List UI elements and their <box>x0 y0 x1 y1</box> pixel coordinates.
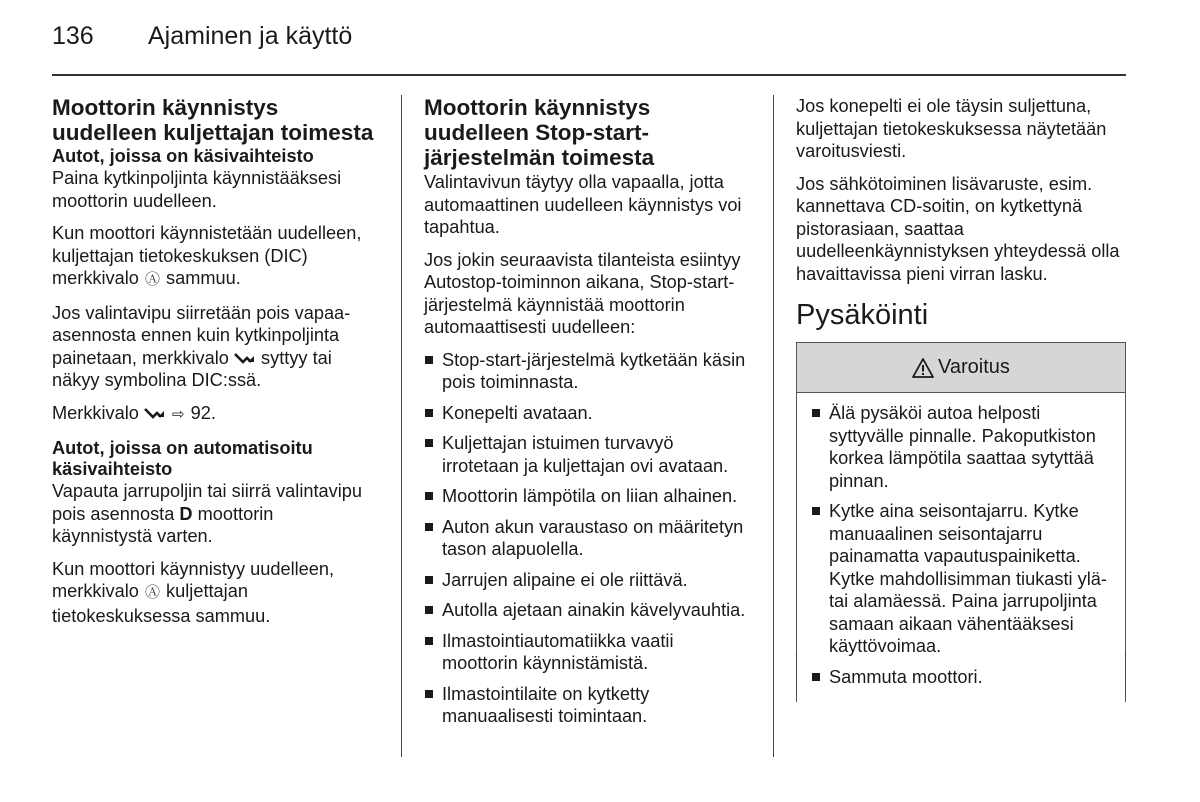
warning-title: Varoitus <box>938 356 1010 379</box>
list-item: Auton akun varaustaso on määritetyn tason alapuolella. <box>424 516 750 561</box>
bullet-icon <box>812 409 820 417</box>
paragraph: Vapauta jarrupoljin tai siirrä valintavipu pois asennosta D moottorin käynnistystä varten. <box>52 481 363 546</box>
warning-list <box>811 402 1115 688</box>
bullet-icon <box>812 507 820 515</box>
bullet-icon <box>425 523 433 531</box>
bullet-icon <box>425 690 433 698</box>
subheading-manual: Autot, joissa on käsivaihteisto <box>52 146 314 166</box>
warning-body <box>797 393 1125 702</box>
list-item: Ilmastointiautomatiikka vaatii moottorin käynnistämistä. <box>424 630 750 675</box>
list-item: Kuljettajan istuimen turvavyö irrotetaan ja kuljettajan ovi avataan. <box>424 432 750 477</box>
bullet-icon <box>425 492 433 500</box>
paragraph: Jos konepelti ei ole täysin suljettuna, kuljettajan tietokeskuksessa näytetään varoitusviesti. <box>796 96 1107 161</box>
auto-stop-icon: Ⓐ <box>144 271 160 288</box>
paragraph: Kun moottori käynnistetään uudelleen, kuljettajan tietokeskuksen (DIC) merkkivalo Ⓐ sammuu. <box>52 223 362 288</box>
paragraph: Valintavivun täytyy olla vapaalla, jotta automaattinen uudelleen käynnistys voi tapahtua. <box>424 172 742 237</box>
bullet-icon <box>425 606 433 614</box>
paragraph: Kun moottori käynnistyy uudelleen, merkkivalo Ⓐ kuljettajan tietokeskuksessa sammuu. <box>52 558 335 626</box>
subheading-automated: Autot, joissa on automatisoitu käsivaihteisto <box>52 438 313 479</box>
condition-list <box>424 349 750 728</box>
chapter-title: Ajaminen ja käyttö <box>148 22 353 50</box>
page-header <box>52 22 352 51</box>
list-item: Konepelti avataan. <box>424 402 750 425</box>
section-heading: Moottorin käynnistys uudelleen kuljettajan toimesta <box>52 95 374 145</box>
column-1 <box>52 95 374 637</box>
bullet-icon <box>425 439 433 447</box>
list-item: Moottorin lämpötila on liian alhainen. <box>424 485 750 508</box>
column-divider-1 <box>401 95 402 757</box>
warning-header <box>797 343 1125 393</box>
paragraph: Merkkivalo ⇨ 92. <box>52 402 216 423</box>
bullet-icon <box>425 409 433 417</box>
gear-shift-indicator-icon <box>144 406 166 420</box>
paragraph: Jos jokin seuraavista tilanteista esiintyy Autostop-toiminnon aikana, Stop-start-järjestelmä käynnistää moottorin automaattisesti uudelleen: <box>424 249 741 337</box>
warning-triangle-icon <box>912 358 934 378</box>
page-reference-arrow-icon: ⇨ <box>172 405 185 423</box>
list-item: Jarrujen alipaine ei ole riittävä. <box>424 569 750 592</box>
paragraph: Paina kytkinpoljinta käynnistääksesi moottorin uudelleen. <box>52 168 342 211</box>
bullet-icon <box>425 637 433 645</box>
column-divider-2 <box>773 95 774 757</box>
bullet-icon <box>812 673 820 681</box>
bullet-icon <box>425 356 433 364</box>
gear-shift-indicator-icon <box>234 351 256 365</box>
page-number: 136 <box>52 22 94 50</box>
list-item: Stop-start-järjestelmä kytketään käsin pois toiminnasta. <box>424 349 750 394</box>
section-title: Pysäköinti <box>796 299 929 331</box>
warning-box <box>796 342 1126 702</box>
column-3 <box>796 95 1126 702</box>
column-2 <box>424 95 750 736</box>
paragraph: Jos valintavipu siirretään pois vapaa-asennosta ennen kuin kytkinpoljinta painetaan, merkkivalo syttyy tai näkyy symbolina DIC:ssä. <box>52 302 351 390</box>
list-item: Kytke aina seisontajarru. Kytke manuaalinen seisontajarru painamatta vapautuspainiketta. Kytke mahdollisimman tiukasti ylä- tai alamäessä. Paina jarrupoljinta samaan aikaan vähentääksesi käyttövoimaa. <box>811 500 1115 658</box>
section-heading: Moottorin käynnistys uudelleen Stop-start-järjestelmän toimesta <box>424 95 655 170</box>
warning-box-left-edge <box>796 652 797 697</box>
list-item: Autolla ajetaan ainakin kävelyvauhtia. <box>424 599 750 622</box>
header-rule <box>52 74 1126 76</box>
bullet-icon <box>425 576 433 584</box>
warning-box-right-edge <box>1125 652 1126 697</box>
auto-stop-icon: Ⓐ <box>144 584 160 601</box>
list-item: Sammuta moottori. <box>811 666 1115 689</box>
paragraph: Jos sähkötoiminen lisävaruste, esim. kannettava CD-soitin, on kytkettynä pistorasiaan, saattaa uudelleenkäynnistyksen yhteydessä olla havaittavissa pieni virran lasku. <box>796 173 1120 284</box>
list-item: Älä pysäköi autoa helposti syttyvälle pinnalle. Pakoputkiston korkea lämpötila saattaa sytyttää pinnan. <box>811 402 1115 492</box>
list-item: Ilmastointilaite on kytketty manuaalisesti toimintaan. <box>424 683 750 728</box>
